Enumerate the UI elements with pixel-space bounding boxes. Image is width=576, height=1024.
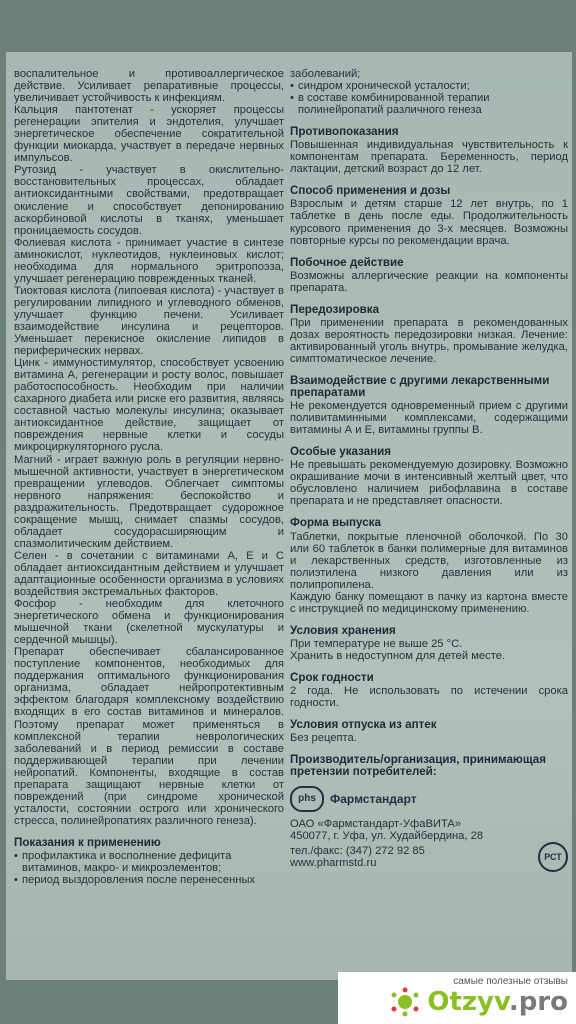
paragraph: Препарат обеспечивает сбалансированное поступление компонентов, необходимых для поддержания оптимального функционирования организма, обладает нейропротективным эффектом благодаря комплексному воздействию входящих в его состав витаминов и минералов. Поэтому препарат может применяться в комплексной терапии неврологических заболеваний и в период ремиссии в составе поддерживающей терапии при лечении нейропатий. Компоненты, входящие в состав препарата защищают нервные клетки от повреждений (при синдроме хронической усталости, состоянии острого или хронического стресса, полинейропатиях различного генеза). xyxy=(14,646,284,827)
special-notes-text: Не превышать рекомендуемую дозировку. Возможно окрашивание мочи в интенсивный желтый цвет, что обусловлено наличием рибофлавина в составе препарата и не представляет опасности. xyxy=(290,459,568,508)
paragraph: Кальция пантотенат - ускоряет процессы регенерации эпителия и эндотелия, улучшает энергетическое обеспечение сократительной функции миокарда, участвует в передаче нервных импульсов. xyxy=(14,104,284,165)
badge-tagline: самые полезные отзывы xyxy=(453,976,568,987)
list-item: • синдром хронической усталости; xyxy=(290,80,568,92)
paragraph: Фосфор - необходим для клеточного энергетического обмена и функционирования мышечной ткани (скелетной мускулатуры и сердечной мышцы). xyxy=(14,598,284,647)
dosage-text: Взрослым и детям старше 12 лет внутрь, по 1 таблетке в день после еды. Продолжительность курсового применения до 3-х месяцев. Возможны повторные курсы по рекомендации врача. xyxy=(290,198,568,247)
form-heading: Форма выпуска xyxy=(290,516,381,530)
form-text-2: Каждую банку помещают в пачку из картона вместе с инструкцией по медицинскому применению. xyxy=(290,590,568,615)
storage-text-2: Хранить в недоступном для детей месте. xyxy=(290,649,506,662)
right-column xyxy=(290,68,568,872)
left-column xyxy=(14,68,284,886)
badge-brand xyxy=(427,987,568,1017)
paragraph: Рутозид - участвует в окислительно-восстановительных процессах, обладает антиоксидантными свойствами, предотвращает окисление и способствует депонированию аскорбиновой кислоты в тканях, уменьшает проницаемость сосудов. xyxy=(14,164,284,237)
pharmstandard-logo-icon: phs xyxy=(290,786,324,812)
list-item: • период выздоровления после перенесенных xyxy=(14,874,284,886)
special-notes-heading: Особые указания xyxy=(290,445,392,459)
shelf-life-heading: Срок годности xyxy=(290,670,374,684)
list-item: • профилактика и восполнение дефицита витаминов, макро- и микроэлементов; xyxy=(14,850,284,874)
certification-mark-icon: РСТ xyxy=(538,842,568,872)
badge-logo xyxy=(389,987,568,1017)
interactions-heading: Взаимодействие с другими лекарственными препаратами xyxy=(290,373,550,400)
side-effects-text: Возможны аллергические реакции на компоненты препарата. xyxy=(290,269,568,294)
continued-text: заболеваний; xyxy=(290,68,361,80)
paragraph: Магний - играет важную роль в регуляции нервно-мышечной активности, участвует в энергетическом превращении углеводов. Облегчает симптомы нервного напряжения: беспокойство и раздражительность. Предотвращает судорожное сокращение мышц, снимает спазмы сосудов, обладает сосудорасширяющим и спазмолитическим действием. xyxy=(14,453,284,550)
watermark-badge xyxy=(338,972,576,1024)
side-effects-heading: Побочное действие xyxy=(290,255,404,269)
paragraph: воспалительное и противоаллергическое действие. Усиливает репаративные процессы, увеличивает устойчивость к инфекциям. xyxy=(14,68,284,105)
overdose-text: При применении препарата в рекомендованных дозах вероятность передозировки низкая. Лечение: активированный уголь внутрь, промывание желудка, симптоматическое лечение. xyxy=(290,316,568,365)
manufacturer-heading: Производитель/организация, принимающая претензии потребителей: xyxy=(290,753,546,779)
otzyv-logo-icon xyxy=(389,987,421,1017)
contraindications-heading: Противопоказания xyxy=(290,125,399,139)
indications-list xyxy=(14,850,284,886)
contraindications-text: Повышенная индивидуальная чувствительность к компонентам препарата. Беременность, период лактации, детский возраст до 12 лет. xyxy=(290,139,568,176)
paragraph: Фолиевая кислота - принимает участие в синтезе аминокислот, нуклеотидов, нуклеиновых кислот; необходима для нормального эритропоэза, улучшает регенерацию поврежденных тканей. xyxy=(14,236,284,285)
form-text: Таблетки, покрытые пленочной оболочкой. По 30 или 60 таблеток в банки полимерные для витаминов и лекарственных средств, изготовленные из полиэтилена низкого давления или из полипропилена. xyxy=(290,530,568,591)
badge-brand-main: Otzyv xyxy=(427,987,509,1017)
dispensing-heading: Условия отпуска из аптек xyxy=(290,718,437,732)
dosage-heading: Способ применения и дозы xyxy=(290,184,451,198)
manufacturer-brand: Фармстандарт xyxy=(330,792,417,807)
paragraph: Цинк - иммуностимулятор, способствует усвоению витамина А, регенерации и росту волос, повышает работоспособность. Необходим при наличии сахарного диабета или риске его развития, являясь составной частью молекулы инсулина; оказывает антиоксидантное действие, защищает от повреждения нервные клетки и сосуды микроциркуляторного русла. xyxy=(14,357,284,454)
company-name: ОАО «Фармстандарт-УфаВИТА» xyxy=(290,818,462,831)
leaflet-paper xyxy=(6,52,572,980)
manufacturer-logo xyxy=(290,786,568,812)
contact-row xyxy=(290,842,568,872)
shelf-life-text: 2 года. Не использовать по истечении срока годности. xyxy=(290,685,568,710)
storage-text: При температуре не выше 25 °С. xyxy=(290,637,463,650)
company-website: www.pharmstd.ru xyxy=(290,857,377,870)
overdose-heading: Передозировка xyxy=(290,302,380,316)
company-phone: тел./факс: (347) 272 92 85 xyxy=(290,845,425,858)
badge-brand-tld: .pro xyxy=(508,987,568,1017)
continued-list xyxy=(290,80,568,116)
list-item: • в составе комбинированной терапии полинейропатий различного генеза xyxy=(290,92,568,116)
indications-heading: Показания к применению xyxy=(14,835,161,849)
storage-heading: Условия хранения xyxy=(290,623,396,637)
dispensing-text: Без рецепта. xyxy=(290,732,357,745)
company-address: 450077, г. Уфа, ул. Худайбердина, 28 xyxy=(290,830,484,843)
interactions-text: Не рекомендуется одновременный прием с другими поливитаминными комплексами, содержащими витамины А и Е, витамины группы В. xyxy=(290,400,568,437)
paragraph: Тиоктовая кислота (липоевая кислота) - участвует в регулировании липидного и углеводного обменов, улучшает функцию печени. Усиливает взаимодействие инсулина и рецепторов. Уменьшает перекисное окисление липидов в периферических нервах. xyxy=(14,284,284,358)
paragraph: Селен - в сочетании с витаминами А, Е и С обладает антиоксидантным действием и улучшает адаптационные особенности организма в условиях воздействия экстремальных факторов. xyxy=(14,549,284,599)
